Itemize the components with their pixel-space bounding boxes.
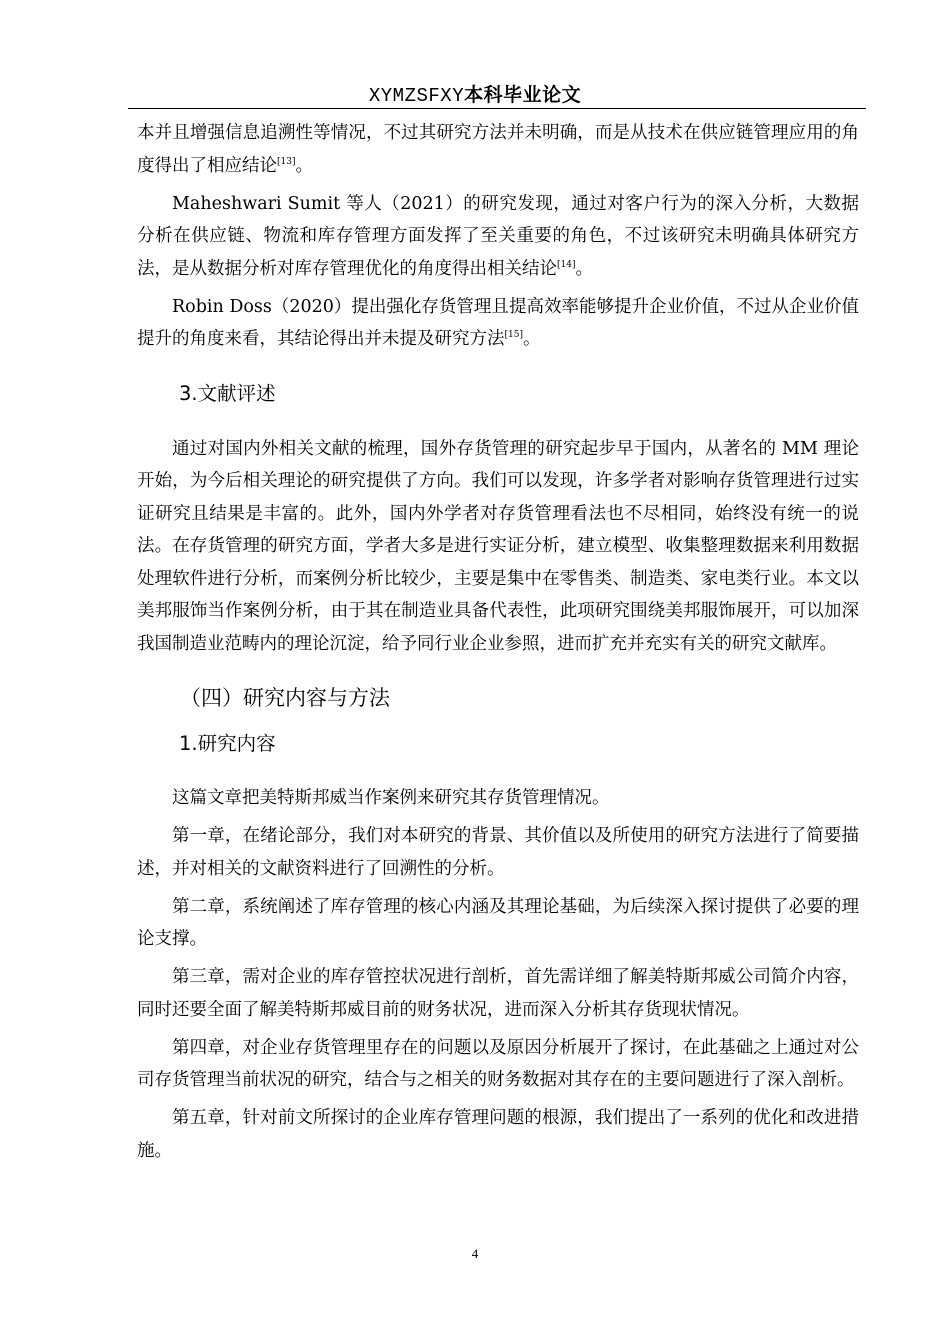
paragraph: 第三章，需对企业的库存管控状况进行剖析，首先需详细了解美特斯邦威公司简介内容，同时还要全面了解美特斯邦威目前的财务状况，进而深入分析其存货现状情况。 xyxy=(137,967,859,1020)
page-number: 4 xyxy=(471,1246,479,1261)
paragraph: 第二章，系统阐述了库存管理的核心内涵及其理论基础，为后续深入探讨提供了必要的理论支撑。 xyxy=(137,896,859,949)
review-paragraph: 通过对国内外相关文献的梳理，国外存货管理的研究起步早于国内，从著名的 MM 理论开始，为今后相关理论的研究提供了方向。我们可以发现，许多学者对影响存货管理进行过实证研究且结果是丰富的。此外，国内外学者对存货管理看法也不尽相同，始终没有统一的说法。在存货管理的研究方面，学者大多是进行实证分析，建立模型、收集整理数据来利用数据处理软件进行分析，而案例分析比较少，主要是集中在零售类、制造类、家电类行业。本文以美邦服饰当作案例分析，由于其在制造业具备代表性，此项研究围绕美邦服饰展开，可以加深我国制造业范畴内的理论沉淀，给予同行业企业参照，进而扩充并充实有关的研究文献库。 xyxy=(137,438,859,654)
paragraph: 本并且增强信息追溯性等情况，不过其研究方法并未明确，而是从技术在供应链管理应用的角度得出了相应结论[13]。 xyxy=(137,123,859,176)
paragraph: 第一章，在绪论部分，我们对本研究的背景、其价值以及所使用的研究方法进行了简要描述，并对相关的文献资料进行了回溯性的分析。 xyxy=(137,826,859,879)
header-latin: XYMZSFXY xyxy=(368,85,465,107)
heading-research-content-methods: （四）研究内容与方法 xyxy=(180,686,390,710)
paragraph: Robin Doss（2020）提出强化存货管理且提高效率能够提升企业价值，不过从企业价值提升的角度来看，其结论得出并未提及研究方法[15]。 xyxy=(137,296,859,349)
heading-literature-review: 3.文献评述 xyxy=(179,381,276,405)
citation-ref: [13] xyxy=(277,156,296,167)
paragraph: 第五章，针对前文所探讨的企业库存管理问题的根源，我们提出了一系列的优化和改进措施。 xyxy=(137,1108,859,1161)
paragraph: 这篇文章把美特斯邦威当作案例来研究其存货管理情况。 xyxy=(172,788,610,808)
citation-ref: [14] xyxy=(557,259,576,270)
heading-research-content: 1.研究内容 xyxy=(179,732,276,755)
header-rule xyxy=(128,108,866,109)
paragraph: Maheshwari Sumit 等人（2021）的研究发现，通过对客户行为的深入分析，大数据分析在供应链、物流和库存管理方面发挥了至关重要的角色，不过该研究未明确具体研究方法，是从数据分析对库存管理优化的角度得出相关结论[14]。 xyxy=(137,193,859,279)
running-header xyxy=(0,80,950,107)
page-body xyxy=(137,117,859,1167)
header-title: 本科毕业论文 xyxy=(464,84,582,106)
paragraph: 第四章，对企业存货管理里存在的问题以及原因分析展开了探讨，在此基础之上通过对公司存货管理当前状况的研究，结合与之相关的财务数据对其存在的主要问题进行了深入剖析。 xyxy=(137,1037,859,1090)
citation-ref: [15] xyxy=(504,330,523,341)
